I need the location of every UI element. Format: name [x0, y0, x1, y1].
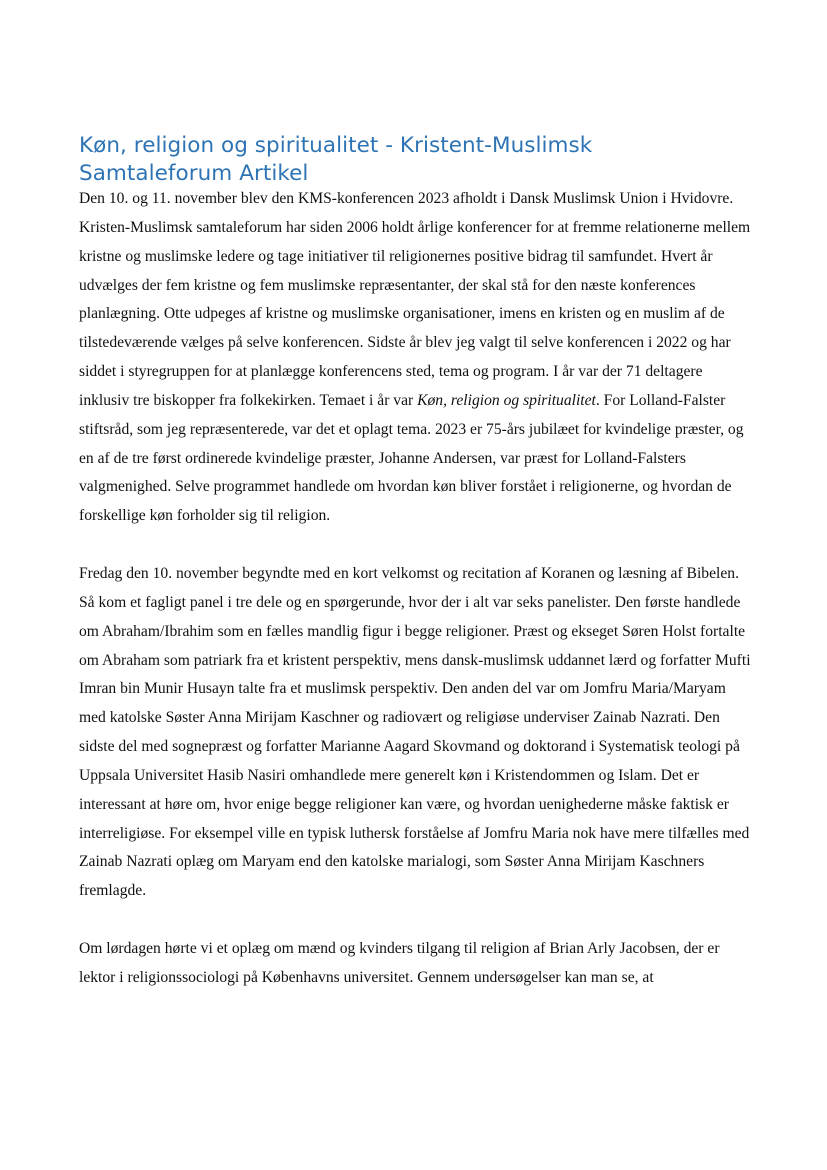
- paragraph-spacer: [79, 906, 751, 935]
- paragraph-spacer: [79, 531, 751, 560]
- conference-theme-italic: Køn, religion og spiritualitet: [417, 391, 596, 409]
- document-title: Køn, religion og spiritualitet - Kristent-Muslimsk Samtaleforum Artikel: [79, 133, 593, 186]
- paragraph-saturday: Om lørdagen hørte vi et oplæg om mænd og kvinders tilgang til religion af Brian Arly Jacobsen, der er lektor i religionssociologi på Københavns universitet. Gennem undersøgelser kan man se, at: [79, 939, 720, 986]
- document-page: [79, 132, 751, 993]
- paragraph-intro: [79, 185, 751, 531]
- paragraph-friday: Fredag den 10. november begyndte med en kort velkomst og recitation af Koranen og læsning af Bibelen. Så kom et fagligt panel i tre dele og en spørgerunde, hvor der i alt var seks panelister. Den første handlede om Abraham/Ibrahim som en fælles mandlig figur i begge religioner. Præst og ekseget Søren Holst fortalte om Abraham som patriark fra et kristent perspektiv, mens dansk-muslimsk uddannet lærd og forfatter Mufti Imran bin Munir Husayn talte fra et muslimsk perspektiv. Den anden del var om Jomfru Maria/Maryam med katolske Søster Anna Mirijam Kaschner og radiovært og religiøse underviser Zainab Nazrati. Den sidste del med sognepræst og forfatter Marianne Aagard Skovmand og doktorand i Systematisk teologi på Uppsala Universitet Hasib Nasiri omhandlede mere generelt køn i Kristendommen og Islam. Det er interessant at høre om, hvor enige begge religioner kan være, og hvordan uenighederne måske faktisk er interreligiøse. For eksempel ville en typisk luthersk forståelse af Jomfru Maria nok have mere tilfælles med Zainab Nazrati oplæg om Maryam end den katolske marialogi, som Søster Anna Mirijam Kaschners fremlagde.: [79, 564, 751, 900]
- paragraph-intro-text-2: . For Lolland-Falster stiftsråd, som jeg repræsenterede, var det et oplagt tema. 2023 er 75-års jubilæet for kvindelige præster, og en af de tre først ordinerede kvindelige præster, Johanne Andersen, var præst for Lolland-Falsters valgmenighed. Selve programmet handlede om hvordan køn bliver forstået i religionerne, og hvordan de forskellige køn forholder sig til religion.: [79, 391, 744, 525]
- paragraph-intro-text-1: Den 10. og 11. november blev den KMS-konferencen 2023 afholdt i Dansk Muslimsk Union i Hvidovre. Kristen-Muslimsk samtaleforum har siden 2006 holdt årlige konferencer for at fremme relationerne mellem kristne og muslimske ledere og tage initiativer til religionernes positive bidrag til samfundet. Hvert år udvælges der fem kristne og fem muslimske repræsentanter, der skal stå for den næste konferences planlægning. Otte udpeges af kristne og muslimske organisationer, imens en kristen og en muslim af de tilstedeværende vælges på selve konferencen. Sidste år blev jeg valgt til selve konferencen i 2022 og har siddet i styregruppen for at planlægge konferencens sted, tema og program. I år var der 71 deltagere inklusiv tre biskopper fra folkekirken. Temaet i år var: [79, 190, 751, 409]
